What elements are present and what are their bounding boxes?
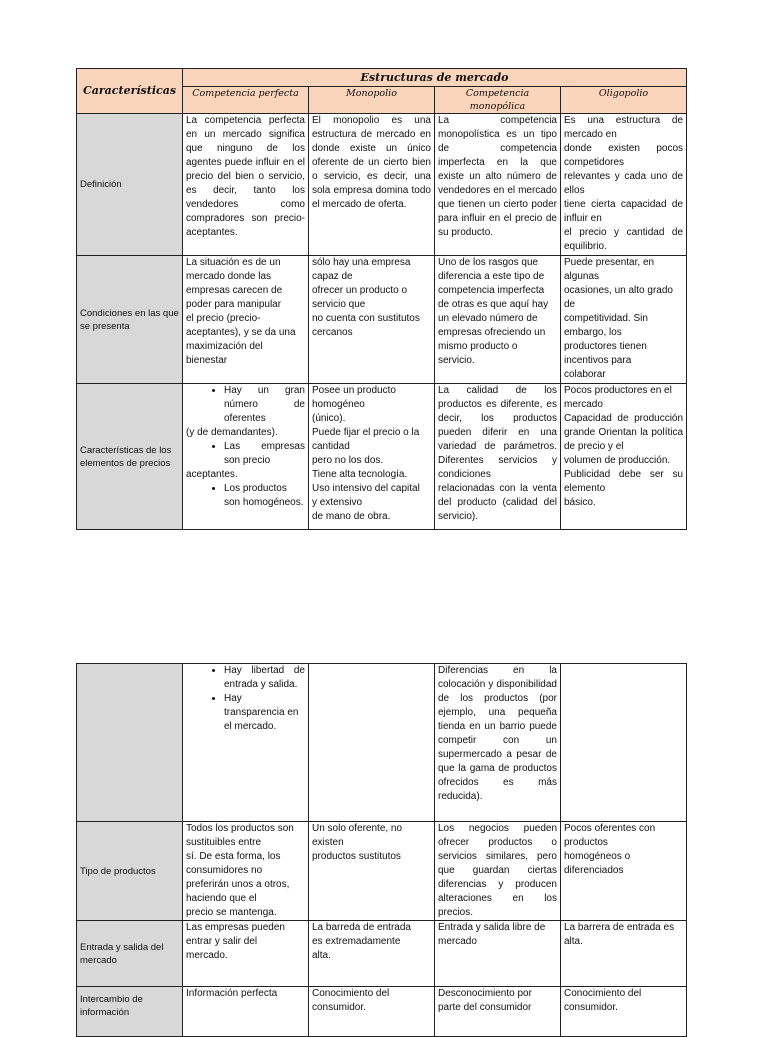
- cell-tipo-competencia-monopolica: Los negocios pueden ofrecer productos o servicios similares, pero que guardan ciertas diferencias y producen alteraciones en los precios.: [435, 822, 561, 921]
- row-label-tipo-productos: Tipo de productos: [77, 822, 183, 921]
- market-structures-table-part1: [76, 68, 687, 530]
- cell-definicion-oligopolio: Es una estructura de mercado en donde existen pocos competidores relevantes y cada uno de ellos tiene cierta capacidad de influir en el precio y cantidad de equilibrio.: [561, 114, 687, 256]
- header-col-oligopolio: Oligopolio: [561, 87, 687, 114]
- list-item: • Los productos son homogéneos.: [224, 482, 305, 510]
- cell-elementos-competencia-perfecta: [183, 384, 309, 530]
- cell-entrada-monopolio: La barreda de entrada es extremadamente alta.: [309, 921, 435, 987]
- table-row-entrada-salida: [77, 921, 687, 987]
- cell-definicion-competencia-monopolica: La competencia monopolística es un tipo de competencia imperfecta en la que existe un alto número de vendedores en el mercado que tienen un cierto poder para influir en el precio de su producto.: [435, 114, 561, 256]
- cell-text-part: relacionadas con la venta del producto (calidad del servicio).: [438, 483, 557, 522]
- cell-text-part: volumen de producción.: [564, 455, 671, 466]
- cell-definicion-competencia-perfecta: La competencia perfecta en un mercado significa que ninguno de los agentes puede influir en el precio del bien o servicio, es decir, tanto los vendedores como compradores son precio-aceptantes.: [183, 114, 309, 256]
- cell-condiciones-oligopolio: Puede presentar, en algunas ocasiones, un alto grado de competitividad. Sin embargo, los productores tienen incentivos para colaborar: [561, 256, 687, 384]
- table-row-tipo-productos: [77, 822, 687, 921]
- row-label-intercambio: [77, 987, 183, 1037]
- row-label-definicion: Definición: [77, 114, 183, 256]
- row-label-elementos-precios: Características de los elementos de precios: [77, 384, 183, 530]
- cell-continuacion-monopolio: [309, 664, 435, 822]
- cell-intercambio-oligopolio: Conocimiento del consumidor.: [561, 987, 687, 1037]
- cell-tipo-monopolio: Un solo oferente, no existen productos sustitutos: [309, 822, 435, 921]
- cell-continuacion-competencia-monopolica: Diferencias en la colocación y disponibilidad de los productos (por ejemplo, una pequeña tienda en un barrio puede competir con un supermercado a pesar de que la gama de productos ofrecidos es más reducida).: [435, 664, 561, 822]
- list-continuation: aceptantes.: [186, 469, 238, 480]
- header-col-competencia-monopolica: Competencia monopólica: [435, 87, 561, 114]
- list-item: • Las empresas son precio: [224, 440, 305, 468]
- list-continuation: (y de demandantes).: [186, 427, 278, 438]
- header-col-monopolio: Monopolio: [309, 87, 435, 114]
- header-characteristics: Características: [77, 69, 183, 114]
- cell-text-part: básico.: [564, 497, 596, 508]
- cell-text-part: Pocos productores en el mercado: [564, 385, 672, 410]
- bullet-list: [186, 664, 305, 734]
- list-item: • Hay transparencia en el mercado.: [224, 692, 305, 734]
- table-row-elementos-precios: [77, 384, 687, 530]
- cell-text-part: La calidad de los productos es diferente, es decir, los productos pueden diferir en una variedad de parámetros. Diferentes servicios y condiciones: [438, 385, 557, 480]
- row-label-continuacion: [77, 664, 183, 822]
- cell-intercambio-competencia-perfecta: Información perfecta: [183, 987, 309, 1037]
- table-row-intercambio: [77, 987, 687, 1037]
- cell-elementos-oligopolio: [561, 384, 687, 530]
- bullet-list: [186, 384, 305, 426]
- cell-text-part: Publicidad debe ser su elemento: [564, 469, 684, 494]
- cell-text-part: Capacidad de producción grande Orientan la política de precio y el: [564, 413, 684, 452]
- table-row-condiciones: [77, 256, 687, 384]
- row-label-condiciones: Condiciones en las que se presenta: [77, 256, 183, 384]
- cell-condiciones-monopolio: sólo hay una empresa capaz de ofrecer un producto o servicio que no cuenta con sustitutos cercanos: [309, 256, 435, 384]
- cell-elementos-monopolio: Posee un producto homogéneo (único). Puede fijar el precio o la cantidad pero no los dos. Tiene alta tecnología. Uso intensivo del capital y extensivo de mano de obra.: [309, 384, 435, 530]
- header-col-competencia-perfecta: Competencia perfecta: [183, 87, 309, 114]
- bullet-list: [186, 482, 305, 510]
- cell-entrada-competencia-monopolica: Entrada y salida libre de mercado: [435, 921, 561, 987]
- bullet-list: [186, 440, 305, 468]
- cell-continuacion-competencia-perfecta: [183, 664, 309, 822]
- list-item: • Hay libertad de entrada y salida.: [224, 664, 305, 692]
- cell-condiciones-competencia-monopolica: Uno de los rasgos que diferencia a este tipo de competencia imperfecta de otras es que aquí hay un elevado número de empresas ofreciendo un mismo producto o servicio.: [435, 256, 561, 384]
- list-item: • Hay un gran número de oferentes: [224, 384, 305, 426]
- header-market-structures: Estructuras de mercado: [183, 69, 687, 87]
- cell-intercambio-monopolio: Conocimiento del consumidor.: [309, 987, 435, 1037]
- cell-continuacion-oligopolio: [561, 664, 687, 822]
- market-structures-table-part2: [76, 663, 687, 1037]
- cell-elementos-competencia-monopolica: [435, 384, 561, 530]
- cell-definicion-monopolio: El monopolio es una estructura de mercado en donde existe un único oferente de un cierto bien o servicio, es decir, una sola empresa domina todo el mercado de oferta.: [309, 114, 435, 256]
- cell-entrada-competencia-perfecta: Las empresas pueden entrar y salir del mercado.: [183, 921, 309, 987]
- row-label-entrada-salida: Entrada y salida del mercado: [77, 921, 183, 987]
- table-row-continuacion: [77, 664, 687, 822]
- cell-tipo-oligopolio: Pocos oferentes con productos homogéneos o diferenciados: [561, 822, 687, 921]
- row-label-text: Intercambio de información: [80, 994, 143, 1018]
- cell-intercambio-competencia-monopolica: Desconocimiento por parte del consumidor: [435, 987, 561, 1037]
- cell-entrada-oligopolio: La barrera de entrada es alta.: [561, 921, 687, 987]
- table-row-definicion: [77, 114, 687, 256]
- cell-tipo-competencia-perfecta: Todos los productos son sustituibles entre sí. De esta forma, los consumidores no preferirán unos a otros, haciendo que el precio se mantenga.: [183, 822, 309, 921]
- cell-condiciones-competencia-perfecta: La situación es de un mercado donde las empresas carecen de poder para manipular el precio (precio- aceptantes), y se da una maximización del bienestar: [183, 256, 309, 384]
